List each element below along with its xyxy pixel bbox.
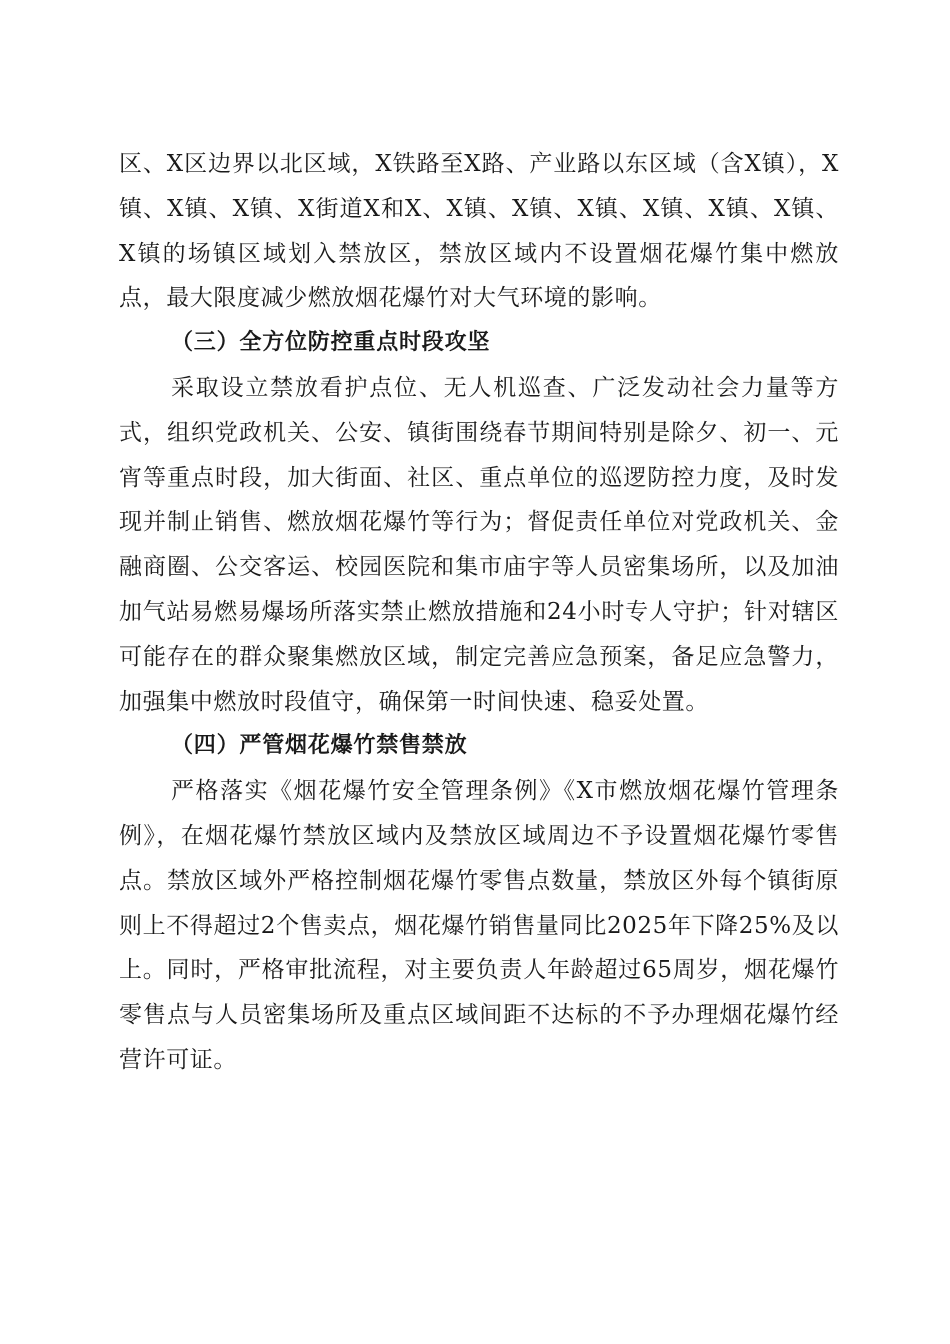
paragraph-key-period-control: 采取设立禁放看护点位、无人机巡查、广泛发动社会力量等方式，组织党政机关、公安、镇街围绕春节期间特别是除夕、初一、元宵等重点时段，加大街面、社区、重点单位的巡逻防控力度，及时发现并制止销售、燃放烟花爆竹等行为；督促责任单位对党政机关、金融商圈、公交客运、校园医院和集市庙宇等人员密集场所，以及加油加气站易燃易爆场所落实禁止燃放措施和24小时专人守护；针对辖区可能存在的群众聚集燃放区域，制定完善应急预案，备足应急警力，加强集中燃放时段值守，确保第一时间快速、稳妥处置。 (119, 374, 839, 715)
document-body (119, 142, 839, 1083)
section-heading-4: （四）严管烟花爆竹禁售禁放 (171, 733, 468, 759)
section-heading-3: （三）全方位防控重点时段攻坚 (171, 330, 491, 356)
paragraph-sales-regulation: 严格落实《烟花爆竹安全管理条例》《X市燃放烟花爆竹管理条例》，在烟花爆竹禁放区域内及禁放区域周边不予设置烟花爆竹零售点。禁放区域外严格控制烟花爆竹零售点数量，禁放区外每个镇街原则上不得超过2个售卖点，烟花爆竹销售量同比2025年下降25%及以上。同时，严格审批流程，对主要负责人年龄超过65周岁，烟花爆竹零售点与人员密集场所及重点区域间距不达标的不予办理烟花爆竹经营许可证。 (119, 778, 839, 1073)
paragraph-zone-continuation: 区、X区边界以北区域，X铁路至X路、产业路以东区域（含X镇），X镇、X镇、X镇、X街道X和X、X镇、X镇、X镇、X镇、X镇、X镇、X镇的场镇区域划入禁放区，禁放区域内不设置烟花爆竹集中燃放点，最大限度减少燃放烟花爆竹对大气环境的影响。 (119, 151, 839, 312)
